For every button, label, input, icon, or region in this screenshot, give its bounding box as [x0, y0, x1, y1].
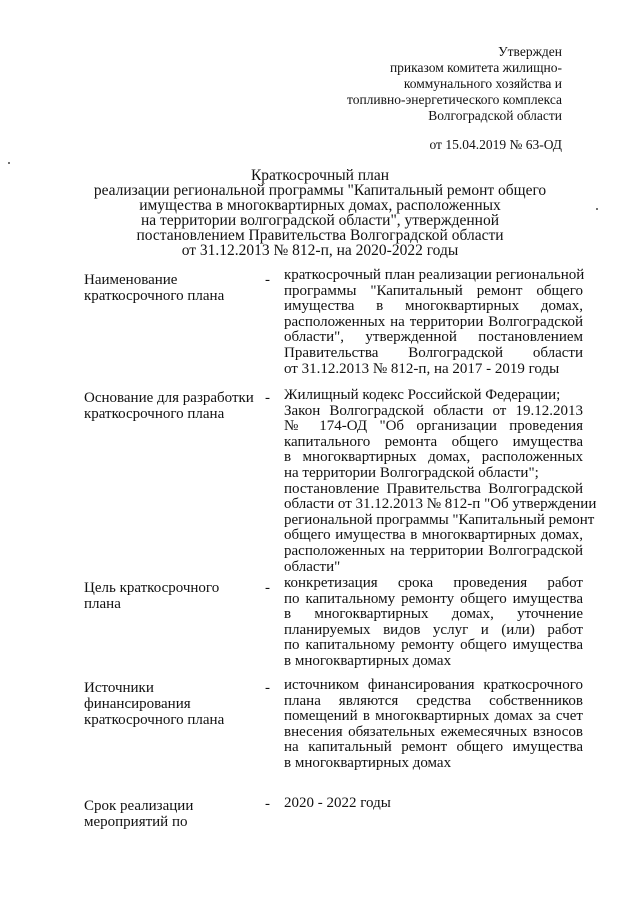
- content-line: по капитальному ремонту общего имущества: [284, 637, 583, 654]
- approval-date: от 15.04.2019 № 63-ОД: [429, 137, 562, 152]
- label-line: плана: [84, 596, 121, 612]
- content-line: в многоквартирных домах: [284, 754, 452, 771]
- scan-speck: [8, 162, 10, 164]
- approval-line: Волгоградской области: [428, 108, 562, 123]
- document-title: [60, 168, 580, 258]
- content-line: в многоквартирных домах, уточнение: [284, 606, 583, 623]
- title-line: от 31.12.2013 № 812-п, на 2020-2022 годы: [181, 242, 459, 259]
- content-line: внесения обязательных ежемесячных взносов: [284, 723, 583, 740]
- row-label: [84, 680, 254, 728]
- content-line: области", утвержденной постановлением: [284, 329, 583, 346]
- row-dash: -: [265, 580, 270, 596]
- approval-block: [347, 44, 562, 153]
- label-line: Основание для разработки: [84, 390, 254, 406]
- content-line: капитального ремонта общего имущества: [284, 433, 583, 450]
- content-line: Правительства Волгоградской области: [284, 344, 583, 361]
- content-line: имущества в многоквартирных домах,: [284, 298, 583, 315]
- title-line: имущества в многоквартирных домах, расположенных: [139, 197, 501, 214]
- content-line: 2020 - 2022 годы: [284, 795, 391, 811]
- approval-line: топливно-энергетического комплекса: [346, 92, 562, 107]
- label-line: краткосрочного плана: [84, 712, 225, 728]
- content-line: в многоквартирных домах, расположенных: [284, 449, 583, 466]
- content-line: источником финансирования краткосрочного: [284, 677, 583, 693]
- content-line: № 174-ОД "Об организации проведения: [284, 418, 583, 435]
- row-label: [84, 798, 254, 830]
- content-line: области": [284, 558, 341, 575]
- content-line: Закон Волгоградской области от 19.12.2013: [284, 402, 583, 419]
- row-label: [84, 390, 254, 422]
- label-line: Источники: [84, 680, 154, 696]
- label-line: краткосрочного плана: [84, 288, 225, 304]
- content-line: на территории Волгоградской области";: [284, 464, 539, 481]
- row-dash: -: [265, 680, 270, 696]
- title-line: постановлением Правительства Волгоградской области: [136, 227, 504, 244]
- row-content: [284, 678, 583, 772]
- row-label: [84, 272, 254, 304]
- scan-speck: [596, 208, 598, 210]
- content-line: помещений в многоквартирных домах за счет: [284, 708, 583, 725]
- content-line: расположенных на территории Волгоградской: [284, 313, 583, 330]
- row-content: [284, 387, 597, 575]
- row-label: [84, 580, 254, 612]
- label-line: мероприятий по: [84, 814, 188, 830]
- content-line: в многоквартирных домах: [284, 652, 452, 669]
- row-content: [284, 796, 583, 812]
- content-line: области от 31.12.2013 № 812-п "Об утверждении: [284, 496, 597, 513]
- row-content: [284, 268, 583, 377]
- title-line: Краткосрочный план: [250, 167, 390, 184]
- row-content: [284, 576, 583, 670]
- content-line: краткосрочный план реализации региональной: [284, 267, 585, 283]
- content-line: по капитальному ремонту общего имущества: [284, 590, 583, 607]
- approval-line: коммунального хозяйства и: [403, 76, 562, 91]
- approval-line: приказом комитета жилищно-: [389, 60, 562, 75]
- approval-line: Утвержден: [498, 44, 562, 59]
- title-line: на территории волгоградской области", утвержденной: [140, 212, 500, 229]
- content-line: от 31.12.2013 № 812-п, на 2017 - 2019 годы: [284, 360, 560, 377]
- content-line: расположенных на территории Волгоградской: [284, 542, 583, 559]
- content-line: конкретизация срока проведения работ: [284, 575, 583, 591]
- label-line: краткосрочного плана: [84, 406, 225, 422]
- content-line: программы "Капитальный ремонт общего: [284, 282, 583, 299]
- row-dash: -: [265, 390, 270, 406]
- label-line: Срок реализации: [84, 798, 194, 814]
- label-line: Наименование: [84, 272, 178, 288]
- content-line: планируемых видов услуг и (или) работ: [284, 621, 583, 638]
- content-line: на капитальный ремонт общего имущества: [284, 739, 583, 756]
- content-line: общего имущества в многоквартирных домах,: [284, 527, 583, 544]
- title-line: реализации региональной программы "Капитальный ремонт общего: [93, 182, 547, 199]
- row-dash: -: [265, 796, 270, 812]
- content-line: региональной программы "Капитальный ремонт: [284, 511, 595, 528]
- label-line: Цель краткосрочного: [84, 580, 220, 596]
- content-line: постановление Правительства Волгоградской: [284, 480, 583, 497]
- content-line: Жилищный кодекс Российской Федерации;: [284, 387, 561, 403]
- content-line: плана являются средства собственников: [284, 692, 583, 709]
- label-line: финансирования: [84, 696, 191, 712]
- row-dash: -: [265, 272, 270, 288]
